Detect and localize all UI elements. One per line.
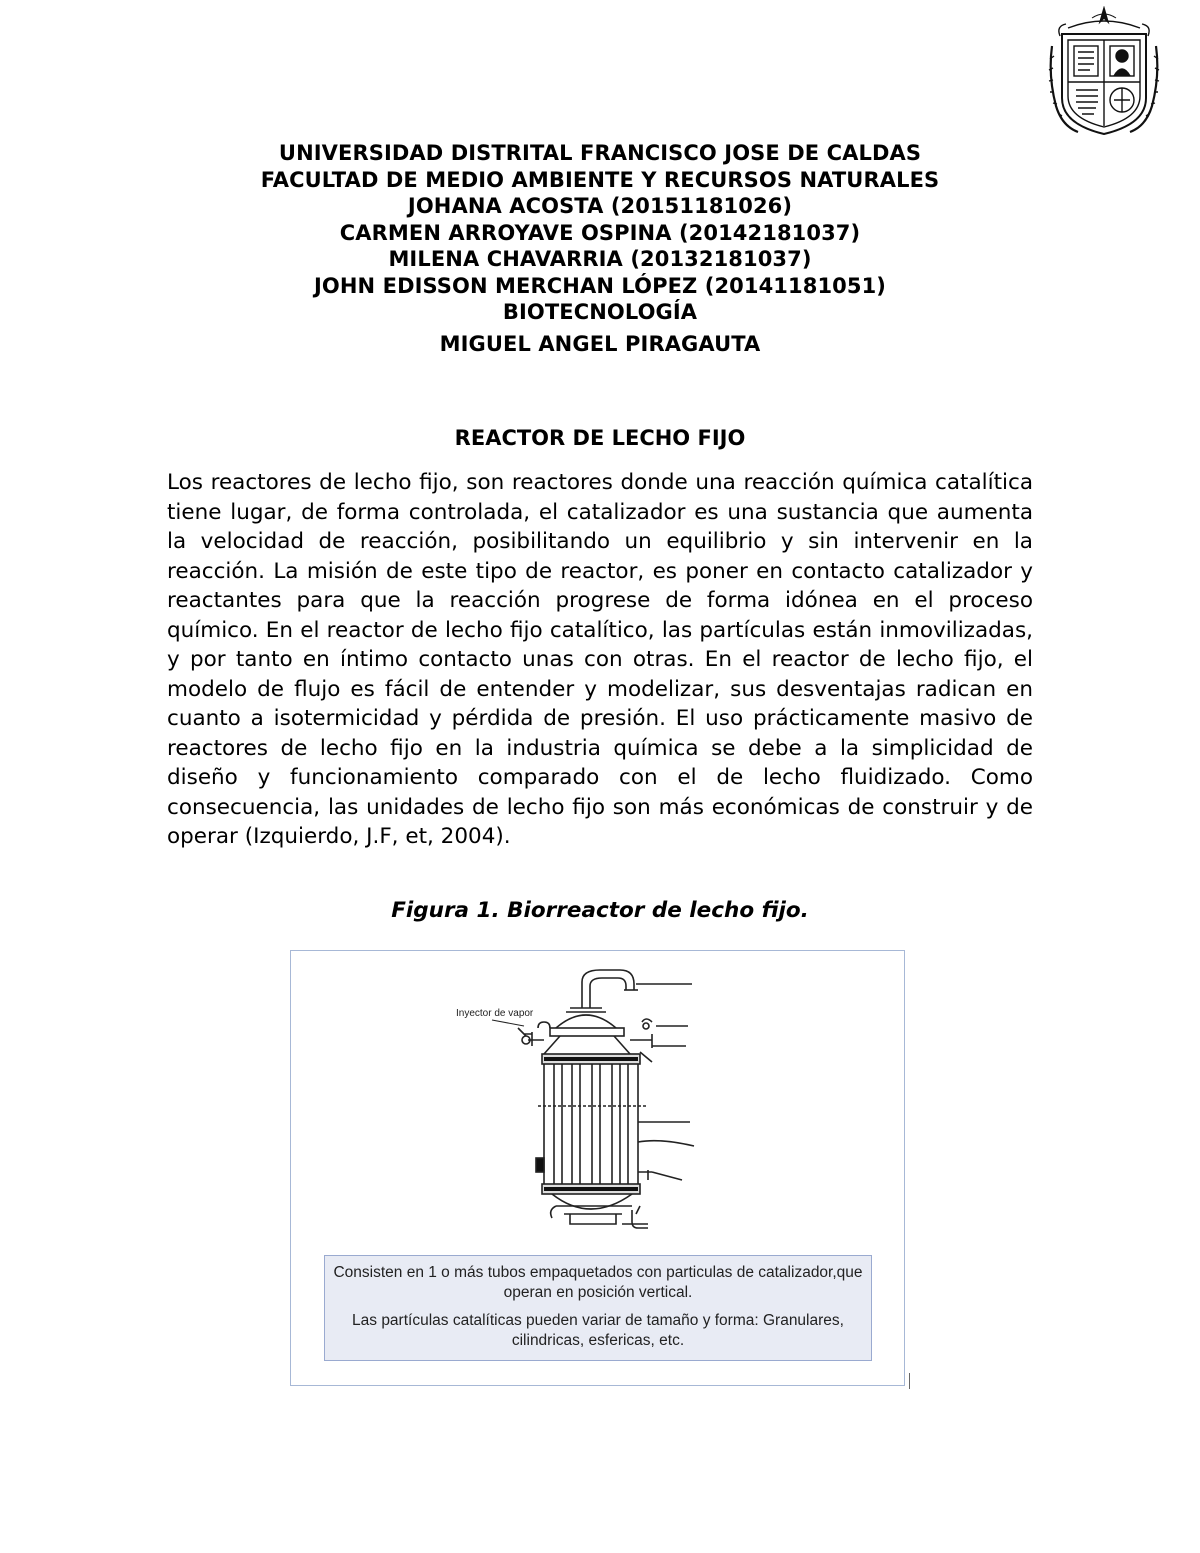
figure-caption: Figura 1. Biorreactor de lecho fijo. bbox=[391, 898, 809, 923]
figure-note-box bbox=[324, 1255, 872, 1361]
faculty-name: FACULTAD DE MEDIO AMBIENTE Y RECURSOS NATURALES bbox=[260, 167, 940, 192]
university-name: UNIVERSIDAD DISTRITAL FRANCISCO JOSE DE CALDAS bbox=[278, 141, 922, 165]
body-paragraph: Los reactores de lecho fijo, son reactores donde una reacción química catalítica tiene lugar, de forma controlada, el catalizador es una sustancia que aumenta la velocidad de reacción, posibilitando un equilibrio y sin intervenir en la reacción. La misión de este tipo de reactor, es poner en contacto catalizador y reactantes para que la reacción progrese de forma idónea en el proceso químico. En el reactor de lecho fijo catalítico, las partículas están inmovilizadas, y por tanto en íntimo contacto unas con otras. En el reactor de lecho fijo, el modelo de flujo es fácil de entender y modelizar, sus desventajas radican en cuanto a isotermicidad y pérdida de presión. El uso prácticamente masivo de reactores de lecho fijo en la industria química se debe a la simplicidad de diseño y funcionamiento comparado con el de lecho fluidizado. Como consecuencia, las unidades de lecho fijo son más económicas de construir y de operar (Izquierdo, J.F, et, 2004). bbox=[167, 470, 1033, 849]
author-3: MILENA CHAVARRIA (20132181037) bbox=[388, 247, 812, 271]
note-text-1: Consisten en 1 o más tubos empaquetados con particulas de catalizador,que operan en posición vertical. bbox=[333, 1264, 863, 1301]
university-crest-icon bbox=[1048, 6, 1160, 138]
note-text-2: Las partículas catalíticas pueden variar de tamaño y forma: Granulares, cilindricas, esfericas, etc. bbox=[352, 1312, 844, 1349]
text-cursor bbox=[909, 1373, 910, 1389]
injector-label: Inyector de vapor bbox=[456, 1008, 534, 1019]
section-title: REACTOR DE LECHO FIJO bbox=[454, 426, 746, 450]
subject-name: BIOTECNOLOGÍA bbox=[502, 300, 698, 324]
reactor-diagram bbox=[440, 962, 730, 1248]
document-header bbox=[100, 140, 1100, 357]
professor-name: MIGUEL ANGEL PIRAGAUTA bbox=[439, 331, 761, 356]
author-4: JOHN EDISSON MERCHAN LÓPEZ (20141181051) bbox=[314, 273, 886, 298]
author-2: CARMEN ARROYAVE OSPINA (20142181037) bbox=[339, 220, 861, 245]
author-1: JOHANA ACOSTA (20151181026) bbox=[407, 194, 793, 218]
